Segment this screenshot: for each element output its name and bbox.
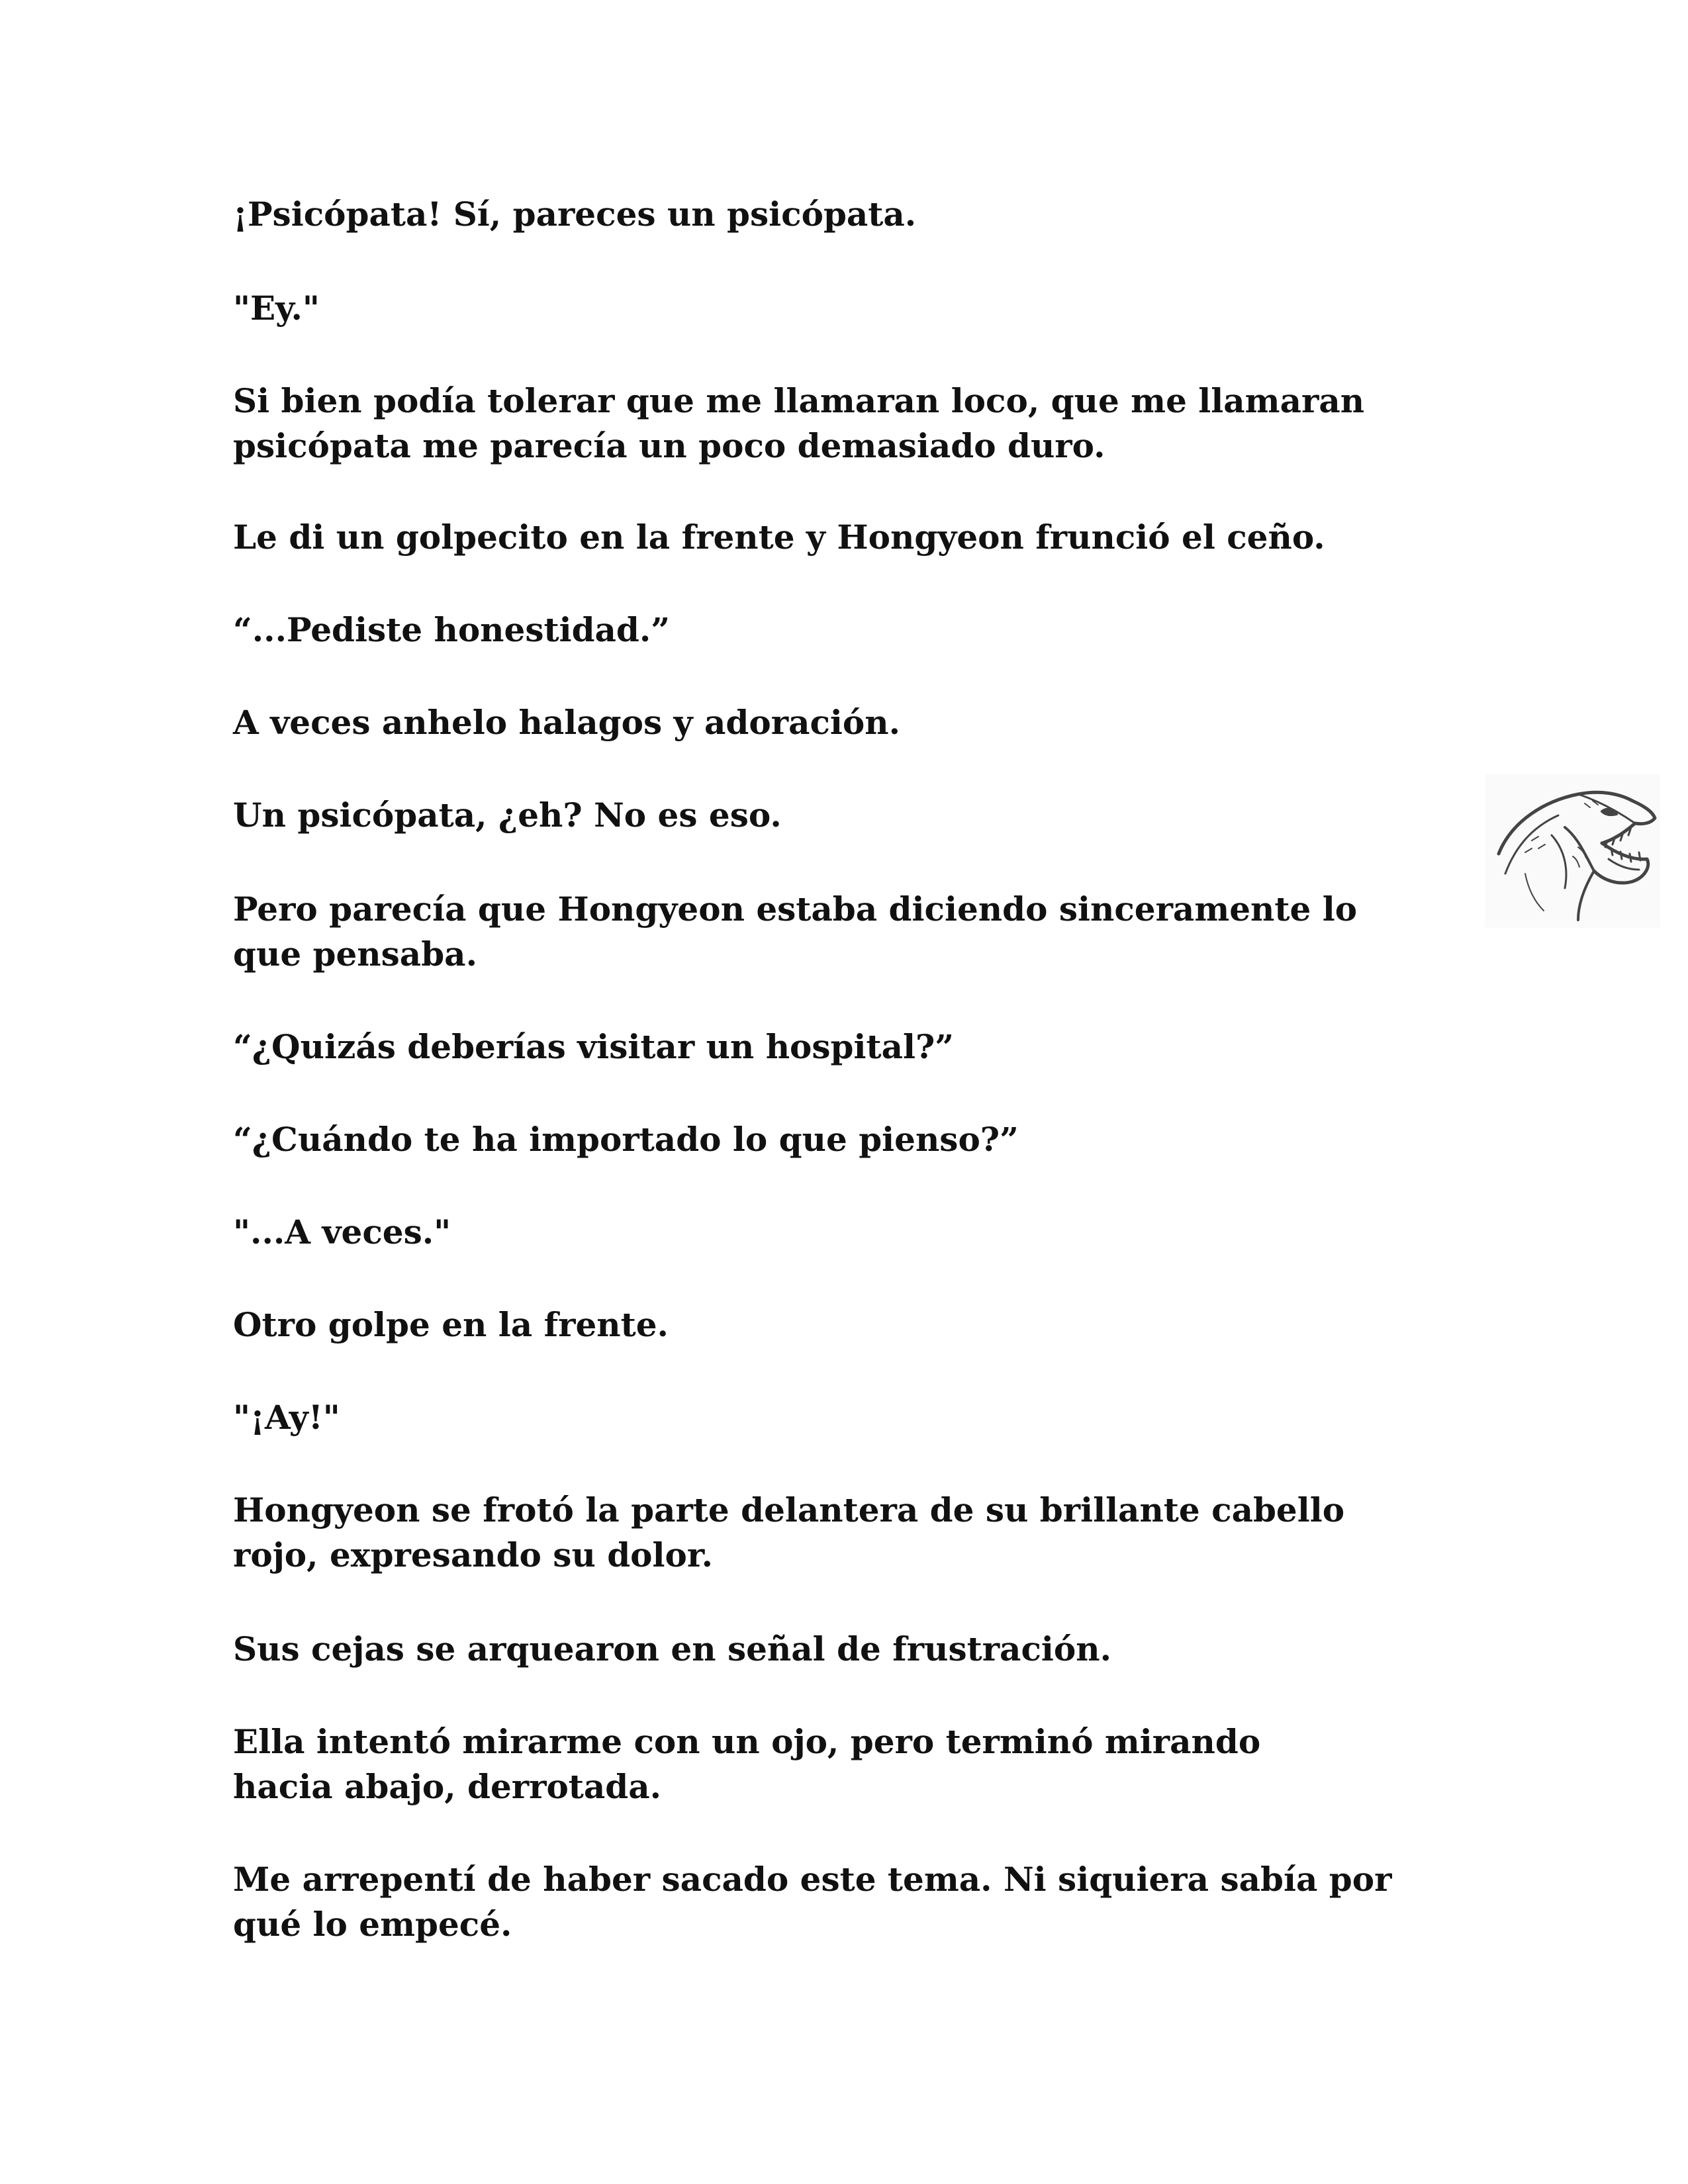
paragraph-8: Pero parecía que Hongyeon estaba diciendo sinceramente lo que pensaba. <box>233 889 1358 974</box>
paragraph-14: Hongyeon se frotó la parte delantera de su brillante cabello rojo, expresando su dolor. <box>233 1490 1345 1574</box>
dinosaur-head-sketch-icon <box>1485 774 1660 928</box>
paragraph-13: "¡Ay!" <box>233 1398 340 1437</box>
paragraph-6: A veces anhelo halagos y adoración. <box>233 703 901 742</box>
paragraph-12: Otro golpe en la frente. <box>233 1305 669 1344</box>
paragraph-2: "Ey." <box>233 289 320 328</box>
paragraph-11: "...A veces." <box>233 1212 451 1251</box>
paragraph-9: “¿Quizás deberías visitar un hospital?” <box>233 1027 955 1066</box>
paragraph-17: Me arrepentí de haber sacado este tema. Ni siquiera sabía por qué lo empecé. <box>233 1860 1392 1944</box>
paragraph-7: Un psicópata, ¿eh? No es eso. <box>233 796 782 835</box>
paragraph-3: Si bien podía tolerar que me llamaran loco, que me llamaran psicópata me parecía un poco demasiado duro. <box>233 381 1365 465</box>
paragraph-16: Ella intentó mirarme con un ojo, pero terminó mirando hacia abajo, derrotada. <box>233 1722 1261 1806</box>
paragraph-4: Le di un golpecito en la frente y Hongyeon frunció el ceño. <box>233 518 1325 557</box>
paragraph-15: Sus cejas se arquearon en señal de frustración. <box>233 1629 1112 1668</box>
paragraph-1: ¡Psicópata! Sí, pareces un psicópata. <box>233 195 917 234</box>
paragraph-5: “...Pediste honestidad.” <box>233 610 671 649</box>
paragraph-10: “¿Cuándo te ha importado lo que pienso?” <box>233 1120 1019 1159</box>
